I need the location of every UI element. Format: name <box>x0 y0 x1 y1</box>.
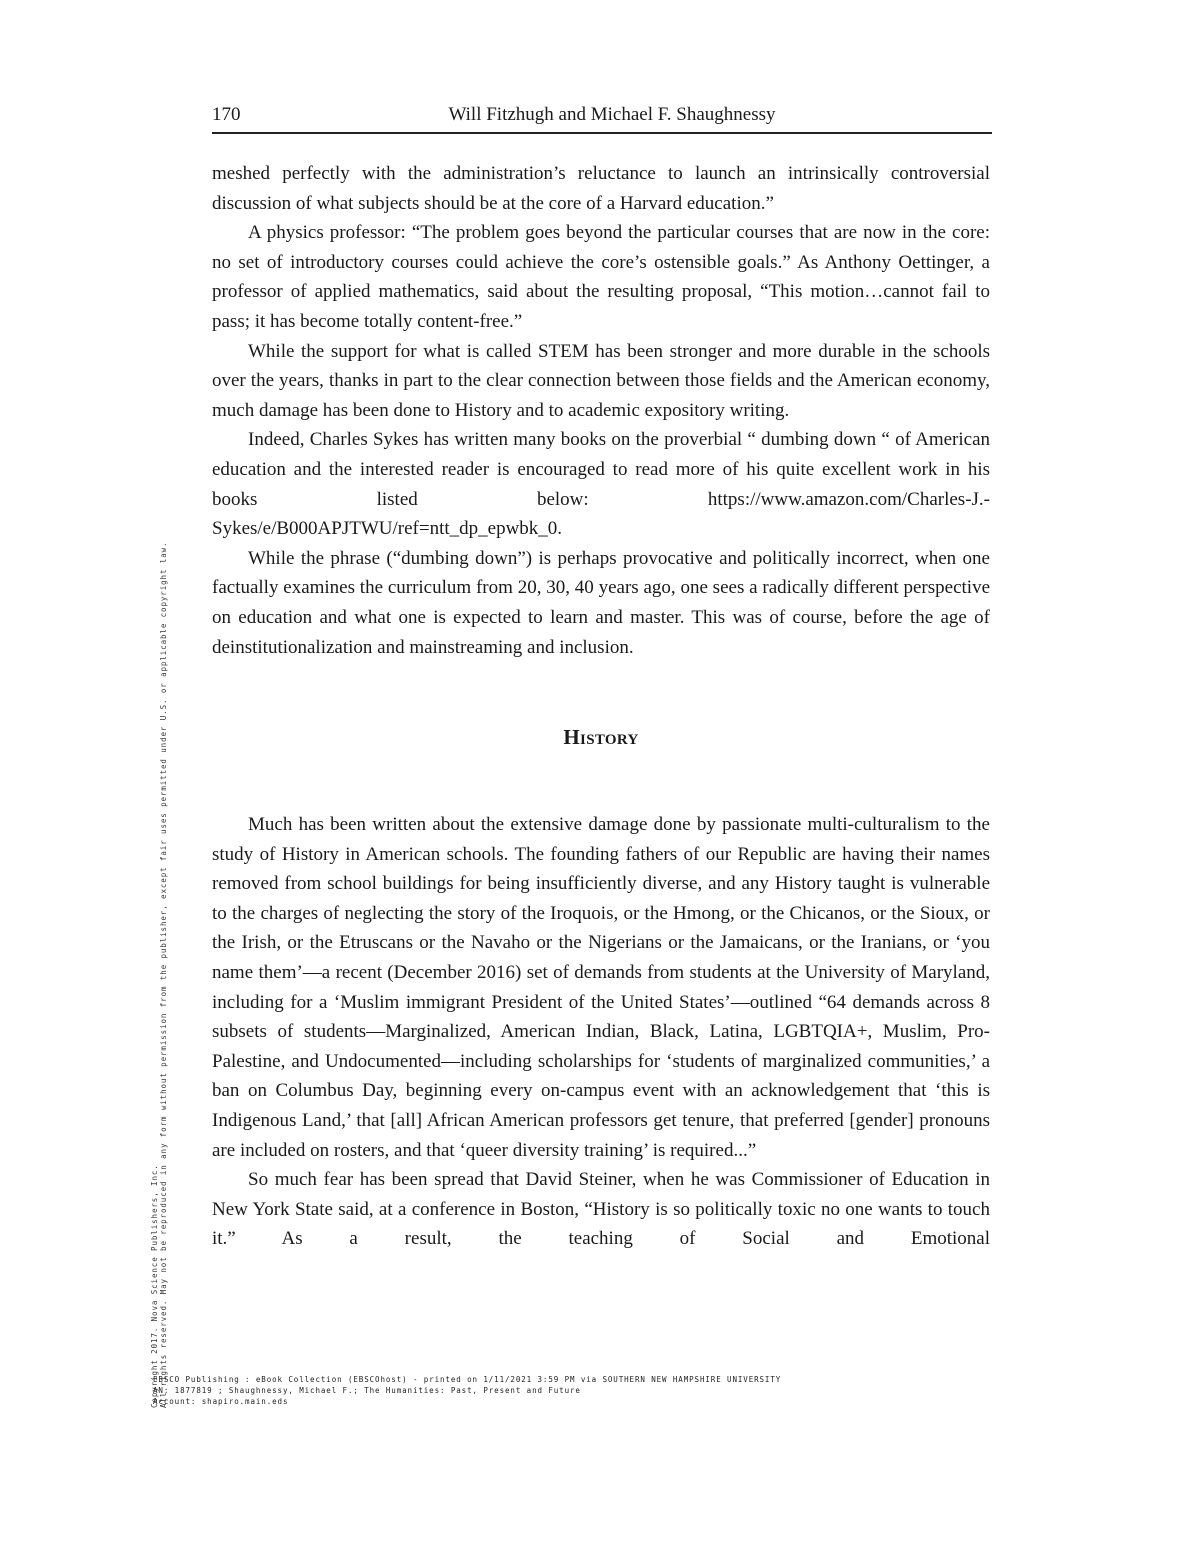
section-heading-block <box>212 696 990 779</box>
footer-print-line: EBSCO Publishing : eBook Collection (EBSCOhost) - printed on 1/11/2021 3:59 PM via SOUTHERN NEW HAMPSHIRE UNIVERSITY <box>153 1375 782 1384</box>
paragraph-charles-sykes: Indeed, Charles Sykes has written many books on the proverbial “ dumbing down “ of American education and the interested reader is encouraged to read more of his quite excellent work in his books listed below: https://www.amazon.com/Charles-J.-Sykes/e/B000APJTWU/ref=ntt_dp_epwbk_0. <box>212 429 990 540</box>
paragraph-dumbing-down: While the phrase (“dumbing down”) is perhaps provocative and politically incorrect, when one factually examines the curriculum from 20, 30, 40 years ago, one sees a radically different perspective on education and what one is expected to learn and master. This was of course, before the age of deinstitutionalization and mainstreaming and inclusion. <box>212 547 990 658</box>
paragraph-continued: meshed perfectly with the administration’s reluctance to launch an intrinsically controversial discussion of what subjects should be at the core of a Harvard education.” <box>212 163 990 214</box>
body-text <box>212 159 990 1254</box>
paragraph-physics-professor: A physics professor: “The problem goes beyond the particular courses that are now in the core: no set of introductory courses could achieve the core’s ostensible goals.” As Anthony Oettinger, a professor of applied mathematics, said about the resulting proposal, “This motion…cannot fail to pass; it has become totally content-free.” <box>212 222 990 332</box>
copyright-notice <box>150 542 168 1408</box>
ebsco-footer <box>153 1374 781 1407</box>
footer-an-line: AN: 1877819 ; Shaughnessy, Michael F.; The Humanities: Past, Present and Future <box>153 1386 581 1395</box>
paragraph-david-steiner: So much fear has been spread that David Steiner, when he was Commissioner of Education in New York State said, at a conference in Boston, “History is so politically toxic no one wants to touch it.” As a result, the teaching of Social and Emotional <box>212 1169 990 1250</box>
section-heading: History <box>563 725 639 750</box>
footer-account-line: Account: shapiro.main.eds <box>153 1397 289 1406</box>
paragraph-stem-support: While the support for what is called STEM has been stronger and more durable in the schools over the years, thanks in part to the clear connection between those fields and the American economy, much damage has been done to History and to academic expository writing. <box>212 340 990 421</box>
page-number: 170 <box>212 104 241 125</box>
running-header <box>212 104 992 134</box>
running-title: Will Fitzhugh and Michael F. Shaughnessy <box>448 104 776 125</box>
paragraph-multiculturalism: Much has been written about the extensive damage done by passionate multi-culturalism to the study of History in American schools. The founding fathers of our Republic are having their names removed from school buildings for being insufficiently diverse, and any History taught is vulnerable to the charges of neglecting the story of the Iroquois, or the Hmong, or the Chicanos, or the Sioux, or the Irish, or the Etruscans or the Navaho or the Nigerians or the Jamaicans, or the Iranians, or ‘you name them’—a recent (December 2016) set of demands from students at the University of Maryland, including for a ‘Muslim immigrant President of the United States’—outlined “64 demands across 8 subsets of students—Marginalized, American Indian, Black, Latina, LGBTQIA+, Muslim, Pro-Palestine, and Undocumented—including scholarships for ‘students of marginalized communities,’ a ban on Columbus Day, beginning every on-campus event with an acknowledgement that ‘this is Indigenous Land,’ that [all] African American professors get tenure, that preferred [gender] pronouns are included on rosters, and that ‘queer diversity training’ is required...” <box>212 814 990 1161</box>
copyright-line: Copyright 2017. Nova Science Publishers, Inc. <box>150 1164 159 1408</box>
rights-line: All rights reserved. May not be reproduced in any form without permission from the publisher, except fair uses permitted under U.S. or applicable copyright law. <box>159 541 168 1408</box>
